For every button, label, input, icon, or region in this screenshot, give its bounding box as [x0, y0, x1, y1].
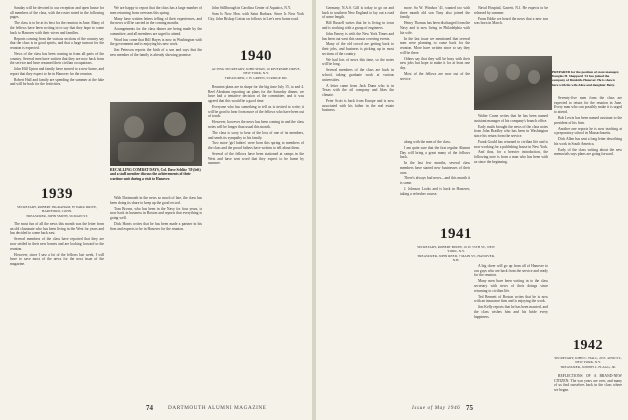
paragraph: Several of the fellows have been stationed at camps in the West and have sent word that they expect to be home by summer.	[208, 152, 304, 166]
paragraph: Sunday will be devoted to our reception and open house for all members of the class, with the roster noted in the following pages.	[10, 6, 104, 20]
page-number: 75	[466, 404, 473, 412]
left-col2b-text	[110, 196, 202, 400]
paragraph: Jim Peterson reports the birth of a son and says that the new member of the family is already showing promise.	[110, 48, 202, 58]
paragraph: Another one reports he is now teaching at a preparatory school in Massachusetts.	[554, 126, 622, 136]
right-page	[316, 0, 628, 420]
magazine-footer: DARTMOUTH ALUMNI MAGAZINE	[168, 405, 267, 411]
right-col3-mid-text	[474, 114, 548, 222]
paragraph: A letter came from Jack Dunn who is in Texas with the oil company and likes the climate.	[322, 83, 394, 98]
class-treasurer-info: TREASURER, JOSEPH L. FLAGG, JR.	[560, 365, 616, 369]
paragraph: Several members of the class have reported that they are now settled in their new homes and are looking forward to the reunion.	[10, 237, 104, 251]
paragraph: Walter Crane writes that he has been named assistant manager of his company's branch office.	[474, 114, 548, 123]
right-col3-text	[474, 6, 548, 54]
paragraph: Tom Brown, who has been in the Navy for four years, is now back in business in Boston and reports that everything is going well.	[110, 206, 202, 220]
paragraph: Early of the class writing about the new memorials says plans are going forward.	[554, 147, 622, 157]
paragraph: Henry Thomas has been discharged from the Navy and is now living in Philadelphia with his wife.	[400, 21, 470, 35]
paragraph: The class is to be at its best for the reunion in June. Many of the fellows have been writing in to say that they hope to come back to Hanover with their wives and families.	[10, 21, 104, 35]
paragraph: And thus, for a heavier introduction, the following note is from a man who has been with us since the beginning.	[474, 150, 548, 164]
paragraph: However, since I saw a lot of the fellows last week, I will have to save most of the news for the next issue of the magazine.	[10, 252, 104, 266]
paragraph: News of the class has been coming in from all parts of the country. Several men have written that they are now back from the service and have resumed their civilian occupations.	[10, 51, 104, 66]
right-col4-text	[554, 96, 622, 336]
right-col4b-text	[554, 374, 622, 400]
paragraph: Bob Lewis has been named assistant to the president of his firm.	[554, 116, 622, 125]
issue-footer: Issue of May 1946	[412, 405, 461, 411]
paragraph: Germany, N.A.S. Gill is today to go on and back to southern New England to lay out a road of some length.	[322, 6, 394, 20]
paragraph: Peter Scott is back from Europe and is now associated with his father in the real estate business.	[322, 98, 394, 113]
page-number: 74	[146, 404, 153, 412]
paragraph: From Eddie we heard the news that a new son was born in March.	[474, 16, 548, 26]
paragraph: We had lots of news this time, so the notes will be long.	[322, 57, 394, 67]
paragraph: Everyone who has something to tell us is invited to write; it will be good to hear from more of the fellows who have been out of touch.	[208, 105, 304, 119]
class-year-heading-1939: 1939	[41, 186, 73, 202]
class-secretary-info: SECRETARY, ROBERT INGRAHAM, 87 PARK DRIVE, HARTFORD, CONN.	[17, 205, 97, 214]
class-secretary-info: ACTING SECRETARY, JOHN SHAW, 10 RIVERSIDE DRIVE, NEW YORK, N.Y.	[211, 67, 301, 76]
paragraph: Two more 'girl babies' were born this spring to members of the class and the proud fathers have written to tell about them.	[208, 141, 304, 151]
paragraph: Word has come that Bill Hayes is now in Washington with the government and is enjoying his new work.	[110, 37, 202, 47]
paragraph: Several members of the class are back in school, taking graduate work at various universities.	[322, 68, 394, 82]
left-col3b-text	[208, 85, 304, 400]
class-year-heading-1940: 1940	[240, 48, 272, 64]
class-treasurer-info: TREASURER, J. H. GREEN, 53 RIDGE RD.	[224, 76, 288, 80]
class-treasurer-info: TREASURER, JOHN REED, 7 MAIN ST., HANOVER, N.H.	[417, 254, 495, 263]
paragraph: Ted Bennett of Boston writes that he is now with an insurance firm and is enjoying the work.	[474, 294, 548, 304]
paragraph: Many have written letters telling of their experiences, and the news will be carried in the coming months.	[110, 16, 202, 26]
paragraph: more. So W. Windsor '41, wanted too with three month old son Tony also joined the family.	[400, 6, 470, 20]
left-col2-text	[110, 6, 202, 100]
paragraph: Robert Hall and family are spending the summer at the lake and will be back for the festivities.	[10, 77, 104, 87]
paragraph: The most fun of all the news this month was the letter from an old classmate who has been living in the West for years and has decided to come back east.	[10, 222, 104, 236]
right-col3b-text	[474, 264, 548, 400]
class-year-heading-1942: 1942	[573, 338, 603, 353]
paragraph: John Emery is with the New York Times and has been out west this season covering events.	[322, 31, 394, 41]
paragraph: Most of the fellows are now out of the service.	[400, 71, 470, 81]
paragraph: Naval Hospital, Garrett, N.J. He expects to be released by summer.	[474, 6, 548, 15]
paragraph: John Hill Upton and family have moved to a new home, and report that they expect to be in Hanover for the reunion.	[10, 67, 104, 76]
paragraph: However, however the news has been coming in and the class notes will be longer than usual this month.	[208, 120, 304, 129]
left-col1-text	[10, 6, 104, 186]
paragraph: Reunion plans are in shape for the big time July 15, to and 4. Reel Abraham reporting on plans for the Saturday dinner, we have had a tentative decision of the committee, and it was agreed that this would be a good time.	[208, 85, 304, 104]
paragraph: The class is sorry to hear of the loss of one of its members, and sends its sympathy to his family.	[208, 130, 304, 140]
left-col3-text	[208, 6, 304, 50]
class-treasurer-info: TREASURER, JOHN SMITH, 56 MAIN ST.	[26, 214, 88, 218]
paragraph: I am quite sure that the first regular Alumni Day will bring a great many of the fellows back.	[400, 145, 470, 160]
class-secretary-info: SECRETARY, JOHN C. HALL, 20 E. 42ND ST., NEW YORK, N.Y.	[554, 356, 622, 365]
paragraph: John Stillbrough in Carolina Center of Aquatics, N.Y.	[212, 6, 291, 10]
paragraph: Dick Harris writes that he has been made a partner in his firm and expects to be in Hanover for the reunion.	[110, 221, 202, 231]
paragraph: Others say that they will be busy with their new jobs but hope to make it for at least one day.	[400, 56, 470, 70]
paragraph: A big cheer will go up from all of Hanover to our guys who are back from the service and ready for the reunion.	[474, 264, 548, 278]
paragraph: There's always bad news—and this month it is some.	[400, 176, 470, 186]
paragraph: Arrangements for the class dinner are being made by the committee, and all members are urged to attend.	[110, 27, 202, 36]
left-page	[0, 0, 312, 420]
paragraph: Jim Kelly reports that he has been married, and the class wishes him and his bride every happiness.	[474, 305, 548, 319]
paragraph: J. Johnson Looks and is back in Hanover, taking a refresher course.	[400, 187, 470, 196]
paragraph: In the last few months, several class members have started new businesses of their own.	[400, 161, 470, 175]
paragraph: Reports coming from the various sections of the country say that the class is in good spirits, and that a large turnout for the reunion is expected.	[10, 36, 104, 50]
paragraph: Seventy-five men from the class are expected to return for the reunion in June. Every man who can possibly make it is urged to attend.	[554, 96, 622, 115]
photo-caption: RECALLING COMBAT DAYS, Col. Dave Schlitz '39 (left) and a staff member discuss the achievements of their wartime unit during a visit to Hanover.	[110, 168, 201, 181]
store-manager-family-photo	[474, 56, 552, 110]
left-col1b-text	[10, 222, 104, 400]
class-year-heading-1941: 1941	[440, 226, 472, 242]
paragraph: Frank Gould has returned to civilian life and is now working for a publishing house in New York.	[474, 139, 548, 149]
paragraph: Bill Russell writes that he is living in town and is working with a group of engineers.	[322, 21, 394, 30]
paragraph: We are happy to report that the class has a large number of men returning from overseas this spring.	[110, 6, 202, 15]
paragraph: along with the men of the class.	[404, 140, 451, 144]
paragraph: Dick Allen has sent a long letter describing his work in South America.	[554, 137, 622, 146]
right-col1-text	[322, 6, 394, 400]
paragraph: Early mails brought the news of the class notes from John Bradley who has been in Washington since his return from the service.	[474, 124, 548, 138]
right-col2b-text	[400, 140, 470, 400]
paragraph: REFLECTIONS OF A BRAND-NEW CITIZEN: The war years are over, and many of us find ourselves back in the class where we began.	[554, 374, 622, 393]
paragraph: Sam Is Now Hon. with Saint Barbara. Since Is Now York City. John Bishop Cotton on follows in Lee's new home road.	[208, 11, 304, 21]
right-col2-text	[400, 6, 470, 136]
paragraph: Many of the old crowd are getting back to their jobs, and business is picking up in most sections of the country.	[322, 42, 394, 56]
photo-caption: PREPARED for the position of store manager, Douglas H. Sheppard '41 has joined the company of Dunkirk-Hanover. He is shown here with his wife Alice and daughter Betty.	[552, 70, 619, 87]
paragraph: Many men have been writing in to the class secretary with news of their doings since returning to civilian life.	[474, 279, 548, 293]
combat-days-photo	[110, 102, 202, 166]
paragraph: In the last issue we mentioned that several men were planning to come back for the reunion. More have written since to say they will be there.	[400, 36, 470, 55]
class-secretary-info: SECRETARY, ROBERT BIXBY, 19 W. 55TH ST., NEW YORK, N.Y.	[417, 245, 495, 254]
paragraph: With Dartmouth in the news so much of late, the class has been doing its share to keep up the good record.	[110, 196, 202, 205]
